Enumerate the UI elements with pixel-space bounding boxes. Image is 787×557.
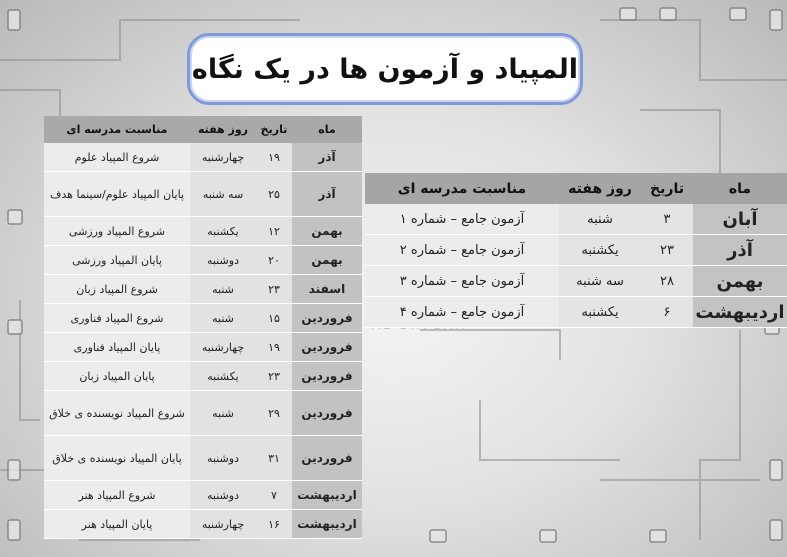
cell-occasion: شروع المپیاد هنر <box>44 481 190 510</box>
header-weekday: روز هفته <box>559 173 641 204</box>
cell-occasion: شروع المپیاد زبان <box>44 275 190 304</box>
cell-occasion: آزمون جامع – شماره ۴ <box>365 297 559 328</box>
table-row <box>44 436 362 481</box>
table-row <box>44 391 362 436</box>
page-title: المپیاد و آزمون ها در یک نگاه <box>191 53 579 85</box>
cell-month: بهمن <box>292 217 362 246</box>
cell-weekday: دوشنبه <box>190 481 256 510</box>
table-row <box>365 297 787 328</box>
cell-occasion: آزمون جامع – شماره ۱ <box>365 204 559 235</box>
cell-month: اردیبهشت <box>693 297 787 328</box>
header-month: ماه <box>693 173 787 204</box>
cell-occasion: آزمون جامع – شماره ۲ <box>365 235 559 266</box>
cell-month: آذر <box>292 172 362 217</box>
header-date: تاریخ <box>256 116 292 143</box>
cell-date: ۲۳ <box>641 235 693 266</box>
table-header-row <box>365 173 787 204</box>
table-row <box>44 304 362 333</box>
cell-date: ۳۱ <box>256 436 292 481</box>
title-banner <box>187 33 583 105</box>
header-date: تاریخ <box>641 173 693 204</box>
cell-date: ۱۹ <box>256 333 292 362</box>
header-occasion: مناسبت مدرسه ای <box>365 173 559 204</box>
cell-occasion: پایان المپیاد زبان <box>44 362 190 391</box>
cell-date: ۲۵ <box>256 172 292 217</box>
cell-month: اردیبهشت <box>292 481 362 510</box>
cell-month: بهمن <box>693 266 787 297</box>
cell-weekday: یکشنبه <box>559 297 641 328</box>
cell-occasion: پایان المپیاد هنر <box>44 510 190 539</box>
cell-occasion: شروع المپیاد ورزشی <box>44 217 190 246</box>
cell-date: ۱۲ <box>256 217 292 246</box>
table-row <box>365 266 787 297</box>
cell-occasion: پایان المپیاد علوم/سینما هدف <box>44 172 190 217</box>
header-month: ماه <box>292 116 362 143</box>
cell-weekday: سه شنبه <box>559 266 641 297</box>
table-row <box>44 510 362 539</box>
exam-schedule-table <box>365 173 787 328</box>
cell-occasion: شروع المپیاد نویسنده ی خلاق <box>44 391 190 436</box>
cell-weekday: یکشنبه <box>190 362 256 391</box>
cell-occasion: آزمون جامع – شماره ۳ <box>365 266 559 297</box>
cell-month: فروردین <box>292 436 362 481</box>
olympiad-schedule-table <box>44 116 362 539</box>
cell-month: فروردین <box>292 304 362 333</box>
table-row <box>44 333 362 362</box>
table-row <box>44 217 362 246</box>
table-row <box>44 172 362 217</box>
cell-weekday: دوشنبه <box>190 436 256 481</box>
table-row <box>44 246 362 275</box>
cell-weekday: شنبه <box>190 275 256 304</box>
cell-weekday: شنبه <box>190 304 256 333</box>
cell-date: ۱۹ <box>256 143 292 172</box>
table-row <box>44 481 362 510</box>
cell-weekday: شنبه <box>190 391 256 436</box>
cell-weekday: چهارشنبه <box>190 333 256 362</box>
cell-month: اردیبهشت <box>292 510 362 539</box>
cell-date: ۷ <box>256 481 292 510</box>
header-weekday: روز هفته <box>190 116 256 143</box>
cell-date: ۶ <box>641 297 693 328</box>
cell-date: ۲۹ <box>256 391 292 436</box>
table-row <box>44 143 362 172</box>
cell-weekday: چهارشنبه <box>190 510 256 539</box>
cell-month: آذر <box>693 235 787 266</box>
cell-date: ۱۶ <box>256 510 292 539</box>
cell-weekday: یکشنبه <box>559 235 641 266</box>
cell-month: فروردین <box>292 391 362 436</box>
cell-month: فروردین <box>292 333 362 362</box>
cell-date: ۳ <box>641 204 693 235</box>
cell-occasion: پایان المپیاد ورزشی <box>44 246 190 275</box>
table-row <box>44 275 362 304</box>
cell-weekday: دوشنبه <box>190 246 256 275</box>
cell-month: آذر <box>292 143 362 172</box>
cell-date: ۲۳ <box>256 275 292 304</box>
cell-date: ۲۳ <box>256 362 292 391</box>
cell-occasion: شروع المپیاد علوم <box>44 143 190 172</box>
table-row <box>365 235 787 266</box>
cell-weekday: یکشنبه <box>190 217 256 246</box>
cell-month: بهمن <box>292 246 362 275</box>
table-row <box>44 362 362 391</box>
cell-date: ۱۵ <box>256 304 292 333</box>
cell-date: ۲۰ <box>256 246 292 275</box>
header-occasion: مناسبت مدرسه ای <box>44 116 190 143</box>
cell-occasion: پایان المپیاد نویسنده ی خلاق <box>44 436 190 481</box>
cell-month: فروردین <box>292 362 362 391</box>
cell-weekday: سه شنبه <box>190 172 256 217</box>
cell-weekday: شنبه <box>559 204 641 235</box>
cell-date: ۲۸ <box>641 266 693 297</box>
cell-occasion: پایان المپیاد فناوری <box>44 333 190 362</box>
table-row <box>365 204 787 235</box>
cell-occasion: شروع المپیاد فناوری <box>44 304 190 333</box>
cell-month: آبان <box>693 204 787 235</box>
cell-month: اسفند <box>292 275 362 304</box>
cell-weekday: چهارشنبه <box>190 143 256 172</box>
table-header-row <box>44 116 362 143</box>
